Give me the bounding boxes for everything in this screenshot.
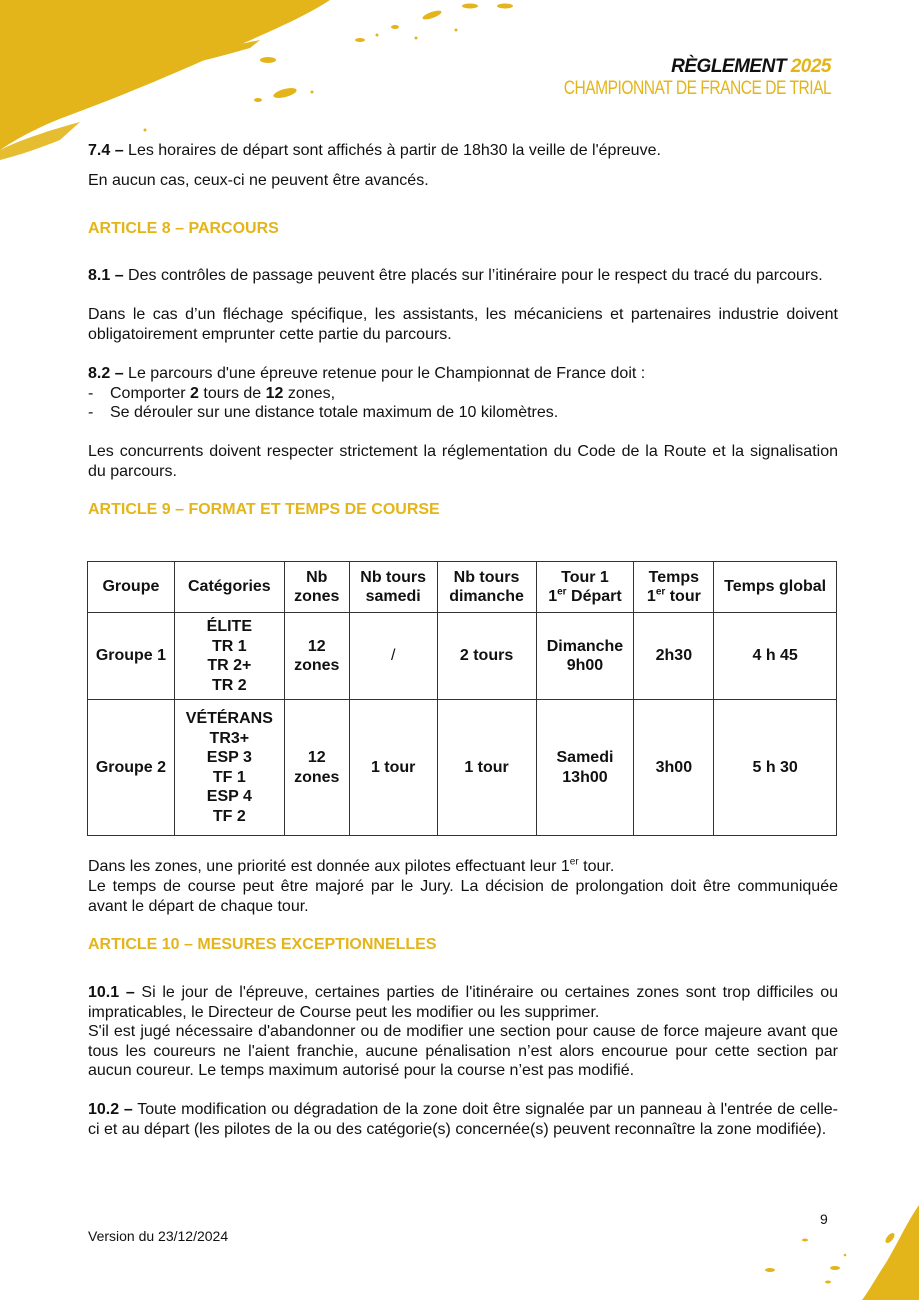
table-note-2: Le temps de course peut être majoré par le Jury. La décision de prolongation doit être communiquée avant le départ de chaque tour. — [88, 878, 838, 915]
paragraph-text: Le parcours d'une épreuve retenue pour le Championnat de France doit : — [123, 365, 646, 382]
header-subtitle: CHAMPIONNAT DE FRANCE DE TRIAL — [563, 78, 831, 99]
paragraph-number: 7.4 – — [88, 142, 124, 159]
cell-temps-1er-tour: 2h30 — [634, 613, 714, 700]
paragraph-8-2 — [88, 364, 838, 384]
cell-depart: Dimanche 9h00 — [536, 613, 634, 700]
paragraph-10-2 — [88, 1100, 838, 1139]
document-header — [505, 56, 831, 100]
cell-groupe: Groupe 2 — [88, 700, 175, 836]
column-header-tours-dimanche: Nb tours dimanche — [437, 562, 536, 613]
table-header-row — [88, 562, 837, 613]
paragraph-10-1-line2: S'il est jugé nécessaire d'abandonner ou de modifier une section pour cause de force majeure avant que tous les coureurs ne l'aient franchie, aucune pénalisation n’est alors encourue pour cette section par aucun coureur. Le temps maximum autorisé pour la course n’est pas modifié. — [88, 1023, 838, 1079]
cell-categories: VÉTÉRANS TR3+ ESP 3 TF 1 ESP 4 TF 2 — [174, 700, 284, 836]
table-note-1: Dans les zones, une priorité est donnée aux pilotes effectuant leur 1er tour. — [88, 856, 615, 875]
cell-depart: Samedi 13h00 — [536, 700, 634, 836]
list-item — [88, 403, 838, 423]
paragraph-10-1 — [88, 983, 838, 1022]
cell-groupe: Groupe 1 — [88, 613, 175, 700]
paragraph-text: Toute modification ou dégradation de la zone doit être signalée par un panneau à l'entrée de celle-ci et au départ (les pilotes de la ou des catégorie(s) concernée(s) peuvent reconnaître la zone modifiée). — [88, 1101, 839, 1138]
list-item-text: Se dérouler sur une distance totale maximum de 10 kilomètres. — [110, 404, 559, 421]
cell-samedi: 1 tour — [349, 700, 437, 836]
cell-zones: 12 zones — [284, 700, 349, 836]
article-8-heading: ARTICLE 8 – PARCOURS — [88, 220, 279, 237]
paragraph-number: 10.2 – — [88, 1101, 133, 1118]
article-9-heading: ARTICLE 9 – FORMAT ET TEMPS DE COURSE — [88, 501, 440, 518]
footer-version: Version du 23/12/2024 — [88, 1228, 229, 1244]
paragraph-concurrents: Les concurrents doivent respecter strictement la réglementation du Code de la Route et la signalisation du parcours. — [88, 443, 838, 480]
column-header-nb-zones: Nb zones — [284, 562, 349, 613]
cell-dimanche: 2 tours — [437, 613, 536, 700]
paragraph-text: Des contrôles de passage peuvent être placés sur l’itinéraire pour le respect du tracé du parcours. — [123, 267, 823, 284]
list-dash: - — [88, 385, 94, 402]
column-header-tour1-depart: Tour 1 1er Départ — [536, 562, 634, 613]
paragraph-text: Si le jour de l'épreuve, certaines parties de l'itinéraire ou certaines zones sont trop difficiles ou impraticables, le Directeur de Course peut les modifier ou les supprimer. — [88, 984, 839, 1021]
article-10-heading: ARTICLE 10 – MESURES EXCEPTIONNELLES — [88, 936, 437, 953]
header-title — [505, 56, 831, 78]
paragraph-number: 10.1 – — [88, 984, 135, 1001]
list-item-text: Comporter 2 tours de 12 zones, — [110, 385, 336, 402]
table-row — [88, 700, 837, 836]
paragraph-text: Les horaires de départ sont affichés à partir de 18h30 la veille de l'épreuve. — [123, 142, 661, 159]
header-title-year: 2025 — [790, 56, 831, 77]
format-table — [87, 561, 837, 836]
paragraph-number: 8.2 – — [88, 365, 124, 382]
table-row — [88, 613, 837, 700]
page-number: 9 — [820, 1211, 828, 1227]
cell-samedi: / — [349, 613, 437, 700]
cell-temps-global: 4 h 45 — [714, 613, 837, 700]
paragraph-7-4-line2: En aucun cas, ceux-ci ne peuvent être avancés. — [88, 172, 429, 189]
column-header-temps-global: Temps global — [714, 562, 837, 613]
list-item — [88, 384, 838, 404]
column-header-groupe: Groupe — [88, 562, 175, 613]
paragraph-8-1-line2: Dans le cas d’un fléchage spécifique, les assistants, les mécaniciens et partenaires industrie doivent obligatoirement emprunter cette partie du parcours. — [88, 306, 838, 343]
list-dash: - — [88, 404, 94, 421]
paragraph-7-4 — [88, 141, 838, 161]
column-header-categories: Catégories — [174, 562, 284, 613]
cell-zones: 12 zones — [284, 613, 349, 700]
cell-temps-1er-tour: 3h00 — [634, 700, 714, 836]
cell-categories: ÉLITE TR 1 TR 2+ TR 2 — [174, 613, 284, 700]
cell-temps-global: 5 h 30 — [714, 700, 837, 836]
column-header-tours-samedi: Nb tours samedi — [349, 562, 437, 613]
paragraph-8-1 — [88, 266, 838, 286]
paragraph-number: 8.1 – — [88, 267, 124, 284]
column-header-temps-1er-tour: Temps 1er tour — [634, 562, 714, 613]
header-title-word: RÈGLEMENT — [671, 56, 786, 77]
cell-dimanche: 1 tour — [437, 700, 536, 836]
